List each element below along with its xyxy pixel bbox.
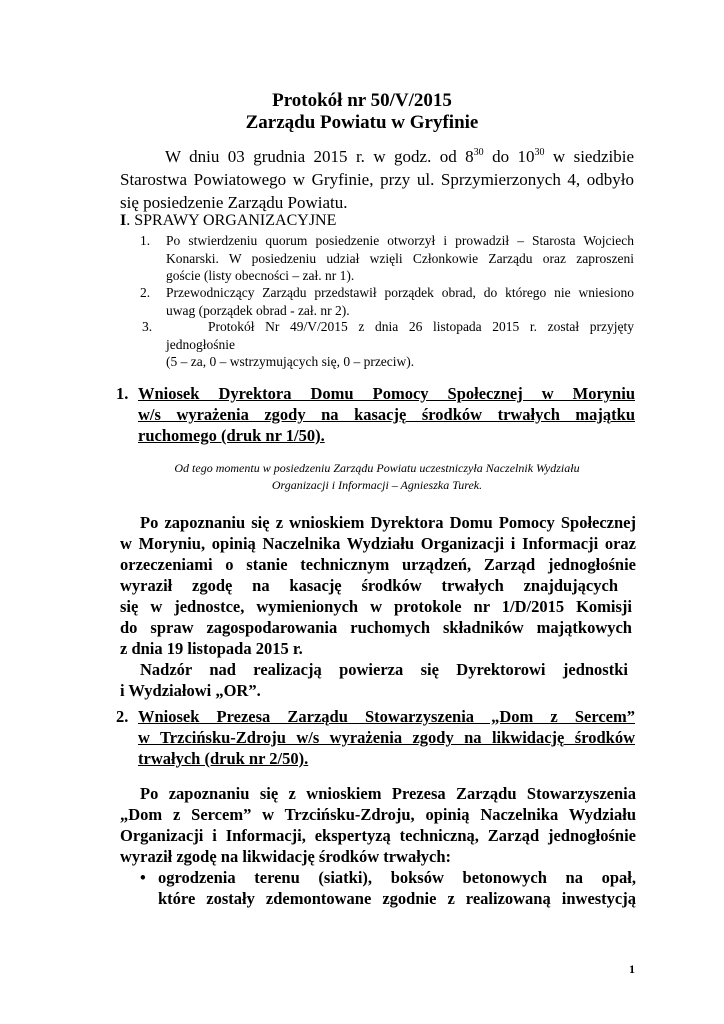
- point-2-body: Po zapoznaniu się z wnioskiem Prezesa Zarządu Stowarzyszenia „Dom z Sercem” w Trzcińsku-Zdroju, opinią Naczelnika Wydziału Organizacji i Informacji, ekspertyzą techniczną, Zarząd jednogłośnie wyraził zgodę na likwidację środków trwałych:: [120, 784, 636, 866]
- supervision-line: Nadzór nad realizacją powierza się Dyrektorowi jednostki: [140, 660, 628, 679]
- list-item: Przewodniczący Zarządu przedstawił porządek obrad, do którego nie wniesiono uwag (porządek obrad - zał. nr 2).: [166, 285, 634, 318]
- point-1-number: 1.: [116, 384, 129, 403]
- list-number: 2.: [140, 285, 151, 300]
- list-item: Po stwierdzeniu quorum posiedzenie otworzył i prowadził – Starosta Wojciech Konarski. W posiedzeniu udział wzięli Członkowie Zarządu oraz zaproszeni goście (listy obecności – zał. nr 1).: [166, 233, 634, 283]
- intro-line-1: W dniu 03 grudnia 2015 r. w godz. od $8^{30}$ do $10^{30}$ w siedzibie: [165, 147, 635, 166]
- document-subtitle: Zarządu Powiatu w Gryfinie: [245, 112, 479, 133]
- point-2-number: 2.: [116, 707, 129, 726]
- bullet-list: [138, 867, 636, 909]
- point-2-heading: Wniosek Prezesa Zarządu Stowarzyszenia „Dom z Sercem” w Trzcińsku-Zdroju w/s wyrażenia zgody na likwidację środków trwałych (druk nr 2/50).: [138, 707, 635, 768]
- intro-line-2: Starostwa Powiatowego w Gryfinie, przy ul. Sprzymierzonych 4, odbyło: [120, 170, 634, 189]
- point-1-heading: Wniosek Dyrektora Domu Pomocy Społecznej w Moryniu w/s wyrażenia zgody na kasację środków trwałych majątku ruchomego (druk nr 1/50).: [138, 384, 635, 445]
- bullet-icon: •: [140, 868, 146, 887]
- time-end-sup: 30: [534, 147, 545, 158]
- page-number: 1: [629, 962, 635, 976]
- section-1-heading: I. SPRAWY ORGANIZACYJNE: [120, 212, 337, 229]
- list-item: Protokół Nr 49/V/2015 z dnia 26 listopada 2015 r. został przyjęty jednogłośnie (5 – za, 0 – wstrzymujących się, 0 – przeciw).: [166, 319, 634, 369]
- intro-line-3: się posiedzenie Zarządu Powiatu.: [120, 193, 348, 212]
- list-number: 3.: [142, 319, 153, 334]
- point-1-body: Po zapoznaniu się z wnioskiem Dyrektora Domu Pomocy Społecznej w Moryniu, opinią Naczelnika Wydziału Organizacji i Informacji oraz orzeczeniami o stanie technicznym urządzeń, Zarząd jednogłośnie wyraził zgodę na kasację środków trwałych znajdujących się w jednostce, wymienionych w protokole nr 1/D/2015 Komisji do spraw zagospodarowania ruchomych składników majątkowych z dnia 19 listopada 2015 r. Nadzór nad realizacją powierza się Dyrektorowi jednostki i Wydziałowi „OR”.: [120, 513, 636, 700]
- document-title: Protokół nr 50/V/2015: [272, 90, 452, 111]
- attendance-note: Od tego momentu w posiedzeniu Zarządu Powiatu uczestniczyła Naczelnik Wydziału Organizacji i Informacji – Agnieszka Turek.: [174, 461, 580, 492]
- bullet-item: ogrodzenia terenu (siatki), boksów betonowych na opał, które zostały zdemontowane zgodnie z realizowaną inwestycją: [158, 868, 636, 908]
- list-number: 1.: [140, 233, 151, 248]
- intro-paragraph: [120, 145, 634, 214]
- time-start-sup: 30: [473, 147, 484, 158]
